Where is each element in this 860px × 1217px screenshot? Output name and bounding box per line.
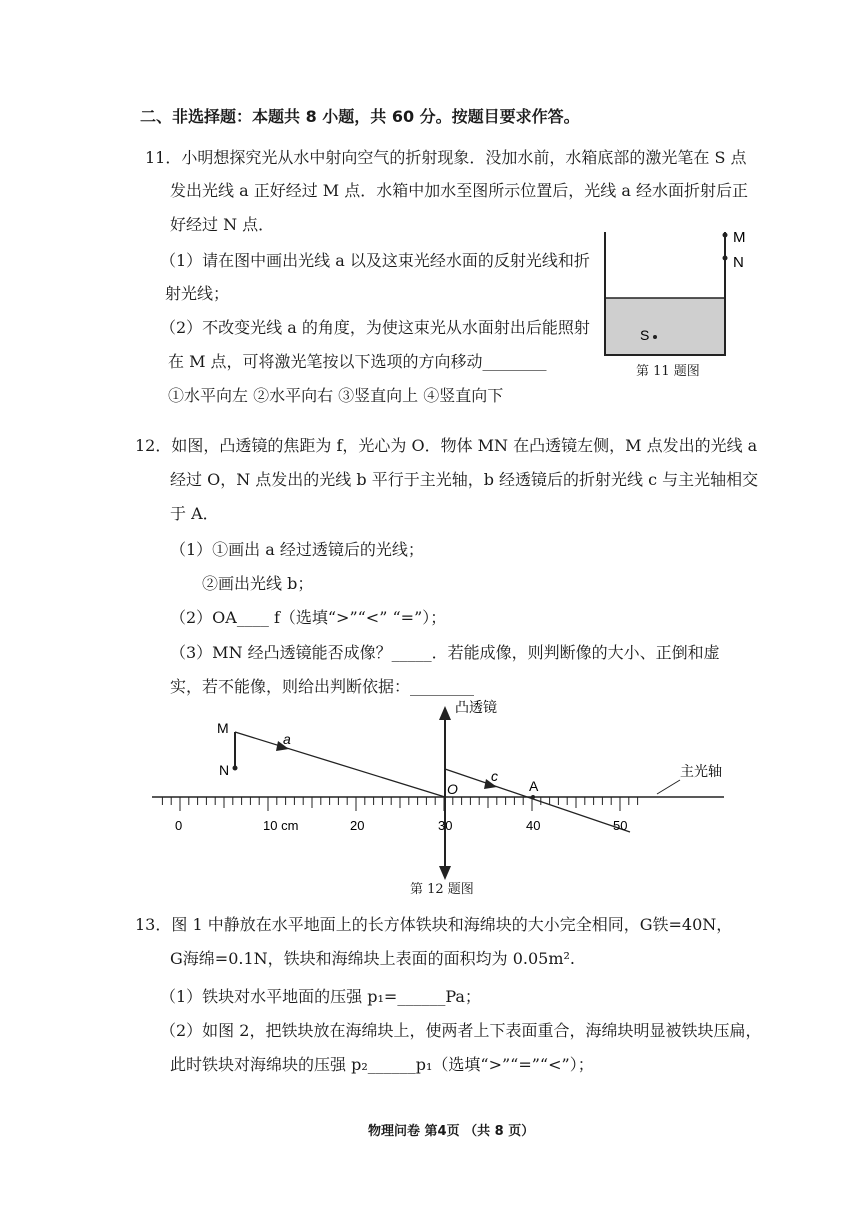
tick-label-0: 0: [175, 818, 183, 833]
point-A: [531, 795, 535, 799]
lens-label: 凸透镜: [455, 699, 497, 715]
q11-line-4: （1）请在图中画出光线 a 以及这束光经水面的反射光线和折: [160, 251, 590, 270]
tick-label-30: 30: [438, 818, 453, 833]
q13-line-3: （1）铁块对水平地面的压强 p₁=______Pa；: [160, 987, 481, 1006]
q12-caption: 第 12 题图: [410, 882, 474, 897]
q11-line-5: 射光线；: [165, 284, 230, 303]
tick-label-50: 50: [613, 818, 628, 833]
tick-label-20: 20: [350, 818, 365, 833]
q11-line-3: 好经过 N 点．: [170, 215, 275, 234]
label-s: S: [640, 327, 650, 343]
q11-line-7: 在 M 点，可将激光笔按以下选项的方向移动________: [168, 352, 547, 371]
label-point-O: O: [447, 781, 458, 797]
axis-label-leader: [657, 780, 680, 794]
point-m: [723, 233, 728, 238]
point-s: [653, 335, 657, 339]
q12-figure: [140, 690, 740, 890]
q12-line-1: 12．如图，凸透镜的焦距为 f，光心为 O．物体 MN 在凸透镜左侧，M 点发出的光线 a: [135, 436, 758, 455]
q11-line-6: （2）不改变光线 a 的角度，为使这束光从水面射出后能照射: [160, 318, 590, 337]
q12-line-5: ②画出光线 b；: [202, 574, 314, 593]
page-footer: 物理问卷 第4页 （共 8 页）: [368, 1124, 535, 1139]
tick-label-40: 40: [526, 818, 541, 833]
q11-figure: [595, 220, 765, 380]
q13-line-5: 此时铁块对海绵块的压强 p₂______p₁（选填“>”“=”“<”）；: [170, 1055, 594, 1074]
ray-a: [235, 732, 445, 797]
section-title: 二、非选择题：本题共 8 小题，共 60 分。按题目要求作答。: [140, 107, 580, 126]
q12-line-7: （3）MN 经凸透镜能否成像？_____．若能成像，则判断像的大小、正倒和虚: [170, 643, 720, 662]
point-n: [233, 766, 238, 771]
q13-line-2: G海绵=0.1N，铁块和海绵块上表面的面积均为 0.05m².: [170, 949, 576, 968]
label-m: M: [217, 720, 229, 736]
label-n: N: [733, 254, 744, 271]
q11-line-8: ①水平向左 ②水平向右 ③竖直向上 ④竖直向下: [168, 386, 504, 405]
q12-line-4: （1）①画出 a 经过透镜后的光线；: [170, 540, 424, 559]
q12-line-3: 于 A．: [170, 504, 219, 523]
q11-caption: 第 11 题图: [636, 364, 700, 379]
water-fill: [605, 298, 725, 355]
label-point-A: A: [529, 778, 539, 794]
label-n: N: [219, 762, 230, 778]
label-ray-c: c: [491, 768, 498, 784]
q12-line-8: 实，若不能像，则给出判断依据：________: [170, 677, 475, 696]
label-m: M: [733, 229, 746, 246]
axis-label: 主光轴: [680, 763, 722, 779]
q11-line-2: 发出光线 a 正好经过 M 点．水箱中加水至图所示位置后，光线 a 经水面折射后正: [170, 181, 748, 200]
tick-label-10: 10 cm: [263, 818, 299, 833]
axis-ticks: [162, 797, 637, 811]
q13-line-4: （2）如图 2，把铁块放在海绵块上，使两者上下表面重合，海绵块明显被铁块压扁，: [160, 1021, 762, 1040]
q11-line-1: 11．小明想探究光从水中射向空气的折射现象．没加水前，水箱底部的激光笔在 S 点: [145, 148, 747, 167]
q12-line-6: （2）OA____ f（选填“>”“<” “=”）；: [170, 608, 447, 627]
q13-line-1: 13．图 1 中静放在水平地面上的长方体铁块和海绵块的大小完全相同，G铁=40N，: [135, 915, 733, 934]
label-ray-a: a: [283, 731, 291, 747]
lens-arrow-top: [439, 706, 451, 720]
q12-line-2: 经过 O，N 点发出的光线 b 平行于主光轴，b 经透镜后的折射光线 c 与主光轴相交: [170, 470, 759, 489]
point-n: [723, 256, 728, 261]
